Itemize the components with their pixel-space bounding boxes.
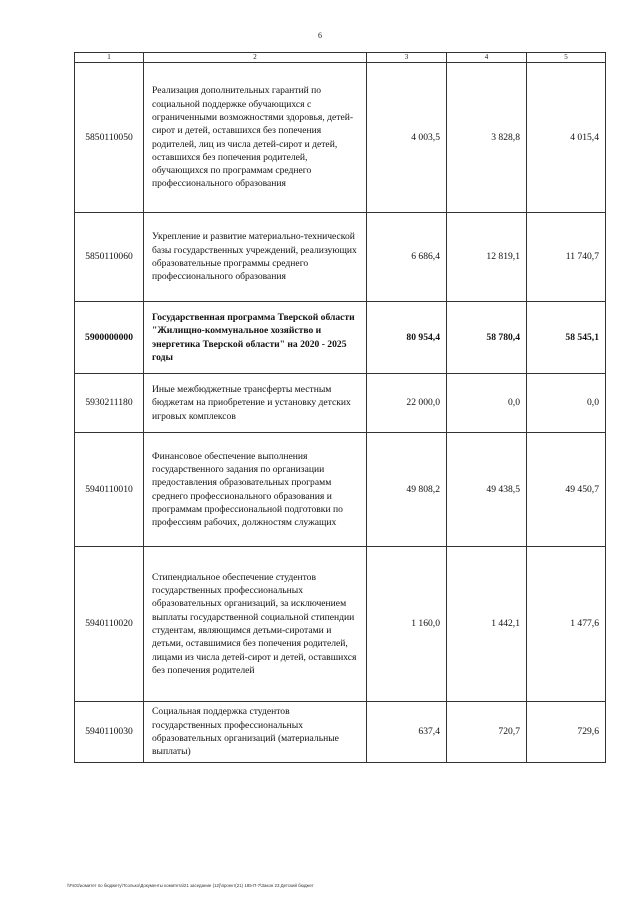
row-name: Стипендиальное обеспечение студентов государственных профессиональных образовательных организаций, за исключением выплаты государственной социальной стипендии студентам, являющимся детьми-сиротами и детьми, оставшимися без попечения родителей, лицами из числа детей-сирот и детей, оставшихся без попечения родителей: [144, 547, 367, 702]
row-value-2022: 49 450,7: [527, 433, 606, 547]
row-name: Социальная поддержка студентов государственных профессиональных образовательных организаций (материальные выплаты): [144, 702, 367, 763]
row-name: Финансовое обеспечение выполнения государственного задания по организации предоставления образовательных программ среднего профессионального образования и программам профессиональной подготовки по профессиям рабочих, должностям служащих: [144, 433, 367, 547]
row-value-2021: 58 780,4: [447, 302, 527, 374]
row-value-2022: 4 015,4: [527, 63, 606, 213]
row-value-2021: 0,0: [447, 374, 527, 433]
column-number: 5: [527, 53, 606, 63]
row-value-2022: 58 545,1: [527, 302, 606, 374]
row-value-2020: 22 000,0: [367, 374, 447, 433]
table-row: [75, 63, 606, 213]
row-value-2021: 3 828,8: [447, 63, 527, 213]
row-code: 5900000000: [75, 302, 144, 374]
row-value-2021: 49 438,5: [447, 433, 527, 547]
row-value-2022: 0,0: [527, 374, 606, 433]
table-row: [75, 547, 606, 702]
row-code: 5850110050: [75, 63, 144, 213]
file-path-footer: \\Fs01\комитет по бюджету\Тсолько\Документы комитета\21 заседание (12)\проект(21) 185-П-7\Закон 23 Детский бюджет: [67, 883, 314, 888]
column-number: 3: [367, 53, 447, 63]
row-name: Иные межбюджетные трансферты местным бюджетам на приобретение и установку детских игровых комплексов: [144, 374, 367, 433]
table-row: [75, 702, 606, 763]
table-row-program: [75, 302, 606, 374]
row-value-2020: 49 808,2: [367, 433, 447, 547]
column-number: 1: [75, 53, 144, 63]
row-code: 5930211180: [75, 374, 144, 433]
table-row: [75, 213, 606, 302]
row-code: 5940110020: [75, 547, 144, 702]
row-value-2021: 720,7: [447, 702, 527, 763]
row-code: 5940110010: [75, 433, 144, 547]
row-value-2020: 1 160,0: [367, 547, 447, 702]
row-value-2022: 11 740,7: [527, 213, 606, 302]
row-value-2021: 1 442,1: [447, 547, 527, 702]
row-value-2020: 6 686,4: [367, 213, 447, 302]
budget-table: [74, 52, 606, 763]
row-code: 5940110030: [75, 702, 144, 763]
row-name: Укрепление и развитие материально-технической базы государственных учреждений, реализующих образовательные программы среднего профессионального образования: [144, 213, 367, 302]
row-value-2020: 80 954,4: [367, 302, 447, 374]
column-number: 2: [144, 53, 367, 63]
row-value-2020: 4 003,5: [367, 63, 447, 213]
row-value-2022: 1 477,6: [527, 547, 606, 702]
row-value-2021: 12 819,1: [447, 213, 527, 302]
column-number: 4: [447, 53, 527, 63]
page-number: 6: [318, 31, 322, 40]
row-value-2022: 729,6: [527, 702, 606, 763]
row-value-2020: 637,4: [367, 702, 447, 763]
column-number-row: [75, 53, 606, 63]
row-code: 5850110060: [75, 213, 144, 302]
row-name: Государственная программа Тверской области "Жилищно-коммунальное хозяйство и энергетика Тверской области" на 2020 - 2025 годы: [144, 302, 367, 374]
table-row: [75, 374, 606, 433]
table-row: [75, 433, 606, 547]
row-name: Реализация дополнительных гарантий по социальной поддержке обучающихся с ограниченными возможностями здоровья, детей-сирот и детей, оставшихся без попечения родителей, лиц из числа детей-сирот и детей, оставшихся без попечения родителей, обучающихся по программам среднего профессионального образования: [144, 63, 367, 213]
